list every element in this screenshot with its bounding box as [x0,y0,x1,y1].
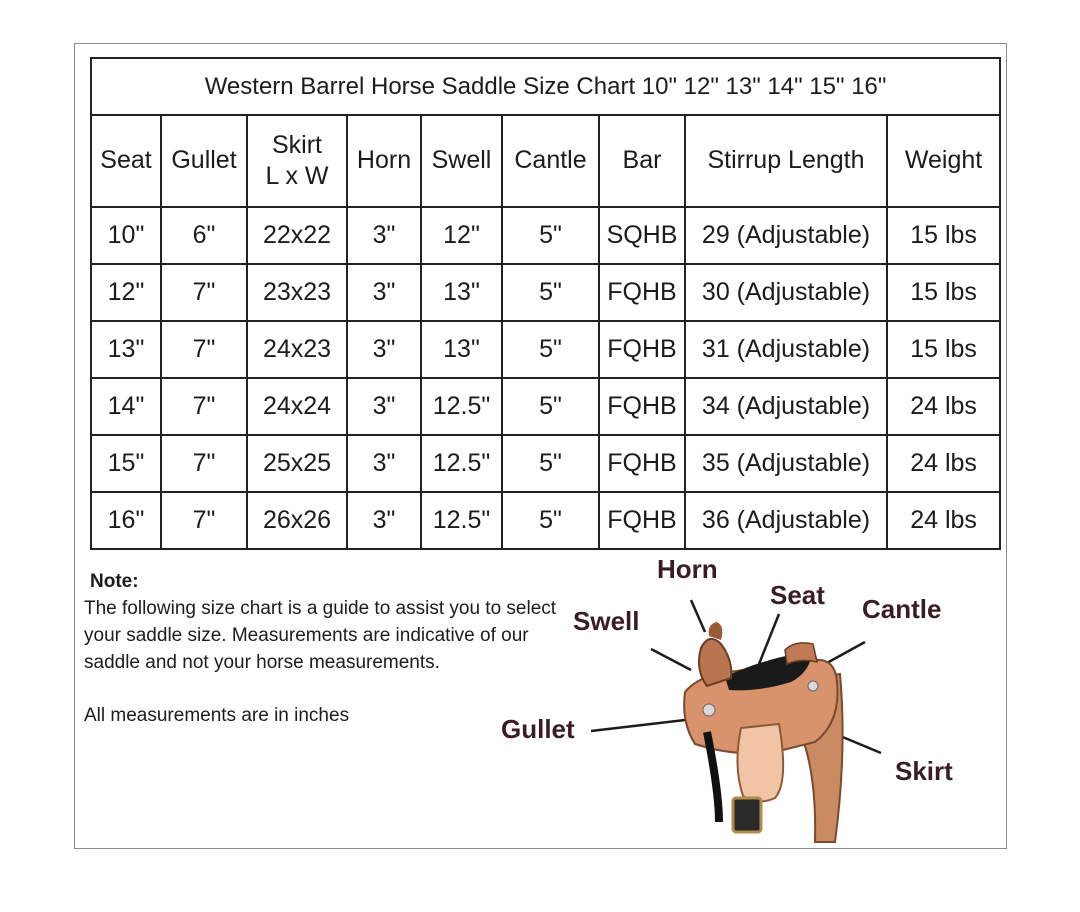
column-header: Seat [91,115,161,207]
size-chart-table [90,57,1001,550]
table-cell: 12" [421,207,502,264]
column-header: Stirrup Length [685,115,887,207]
table-cell: 12.5" [421,378,502,435]
swell-shape [699,639,731,686]
table-cell: 5" [502,321,599,378]
table-cell: 12" [91,264,161,321]
table-cell: 3" [347,378,421,435]
table-cell: FQHB [599,321,685,378]
units-note: All measurements are in inches [84,705,350,726]
note-title: Note: [90,571,139,592]
table-cell: FQHB [599,435,685,492]
horn-shape [709,622,723,640]
table-cell: 6" [161,207,247,264]
table-cell: 5" [502,207,599,264]
table-cell: 15 lbs [887,207,1000,264]
table-cell: 5" [502,492,599,549]
table-cell: 22x22 [247,207,347,264]
table-cell: 24x23 [247,321,347,378]
table-cell: FQHB [599,378,685,435]
table-row [91,207,1000,264]
table-cell: 24 lbs [887,435,1000,492]
table-cell: 15" [91,435,161,492]
table-row [91,264,1000,321]
table-cell: 7" [161,264,247,321]
table-row [91,378,1000,435]
label-skirt: Skirt [895,756,953,786]
table-cell: 3" [347,321,421,378]
table-cell: 36 (Adjustable) [685,492,887,549]
table-row [91,492,1000,549]
cantle-shape [785,643,817,664]
saddle-diagram [495,552,975,852]
concho-right [808,681,818,691]
table-cell: SQHB [599,207,685,264]
table-cell: 15 lbs [887,321,1000,378]
table-cell: 15 lbs [887,264,1000,321]
column-header: Horn [347,115,421,207]
table-cell: 3" [347,435,421,492]
table-cell: 7" [161,321,247,378]
table-cell: FQHB [599,264,685,321]
table-cell: 35 (Adjustable) [685,435,887,492]
table-cell: 3" [347,492,421,549]
column-header: Cantle [502,115,599,207]
table-cell: FQHB [599,492,685,549]
horn-pointer [691,600,705,632]
table-cell: 7" [161,435,247,492]
table-cell: 26x26 [247,492,347,549]
column-header: Bar [599,115,685,207]
table-cell: 24x24 [247,378,347,435]
swell-pointer [651,649,691,670]
column-header: Skirt L x W [247,115,347,207]
table-row [91,435,1000,492]
table-cell: 25x25 [247,435,347,492]
table-cell: 3" [347,264,421,321]
table-cell: 16" [91,492,161,549]
table-cell: 23x23 [247,264,347,321]
table-cell: 7" [161,492,247,549]
table-row [91,321,1000,378]
table-cell: 12.5" [421,492,502,549]
table-cell: 10" [91,207,161,264]
seat-pointer [759,614,779,664]
table-cell: 24 lbs [887,492,1000,549]
label-gullet: Gullet [501,714,575,744]
column-header: Weight [887,115,1000,207]
table-cell: 5" [502,264,599,321]
chart-title: Western Barrel Horse Saddle Size Chart 10" 12" 13" 14" 15" 16" [91,58,1000,115]
table-cell: 30 (Adjustable) [685,264,887,321]
label-horn: Horn [657,554,718,584]
table-cell: 13" [421,321,502,378]
stirrup-shape [733,798,761,832]
table-cell: 5" [502,378,599,435]
cantle-pointer [825,642,865,664]
table-cell: 5" [502,435,599,492]
table-cell: 31 (Adjustable) [685,321,887,378]
gullet-pointer [591,720,685,731]
label-seat: Seat [770,580,825,610]
table-cell: 13" [91,321,161,378]
label-swell: Swell [573,606,640,636]
table-cell: 34 (Adjustable) [685,378,887,435]
table-cell: 3" [347,207,421,264]
table-cell: 13" [421,264,502,321]
table-cell: 12.5" [421,435,502,492]
fender-shape [737,724,783,802]
table-cell: 24 lbs [887,378,1000,435]
note-text: The following size chart is a guide to assist you to select your saddle size. Measurements are indicative of our saddle and not your horse measurements. [84,598,557,673]
column-header: Swell [421,115,502,207]
column-header: Gullet [161,115,247,207]
table-cell: 14" [91,378,161,435]
label-cantle: Cantle [862,594,942,624]
table-cell: 7" [161,378,247,435]
concho-left [703,704,715,716]
table-cell: 29 (Adjustable) [685,207,887,264]
